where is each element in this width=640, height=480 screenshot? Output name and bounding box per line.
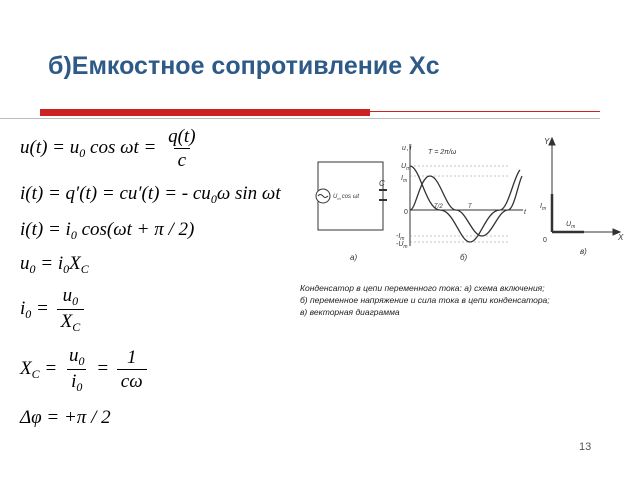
formula-current-derivative: i(t) = q′(t) = cu′(t) = - $cu_0\omega$ sin ωt [20, 183, 281, 206]
formula-voltage: $u(t) = u_0$ cos ωt = $\frac{q(t)}{c}$ [20, 127, 203, 170]
panel-a-label: а) [350, 253, 358, 262]
vector-origin-label: 0 [543, 237, 547, 244]
content-divider [0, 118, 600, 119]
caption-line: в) векторная диаграмма [300, 307, 400, 317]
period-label: T = 2π/ω [428, 149, 457, 156]
axis-t-label: t [524, 209, 526, 216]
formula-phase-shift: Δφ = +π / 2 [20, 407, 111, 428]
um-label: $U_m$ [401, 163, 411, 172]
caption-line: б) переменное напряжение и сила тока в цепи конденсатора; [300, 295, 550, 305]
charge-numerator: q(t) [168, 126, 196, 147]
source-label: $U_m\cos$ ωt [333, 194, 360, 201]
caption-line: Конденсатор в цепи переменного тока: а) схема включения; [300, 283, 545, 293]
neg-im-label: $-I_m$ [396, 233, 405, 242]
figure-caption [300, 282, 630, 318]
vector-x-label: X [618, 233, 624, 242]
panel-c-label: в) [580, 247, 587, 256]
capacitance-denominator: c [174, 148, 190, 170]
capacitor-label: C [379, 179, 385, 188]
vector-diagram [549, 138, 620, 235]
neg-um-label: $-U_m$ [396, 241, 408, 250]
formula-current-phase: $i(t) = i_0$ cos(ωt + π / 2) [20, 219, 195, 242]
origin-label: 0 [404, 209, 408, 216]
title-accent-bar [40, 109, 370, 116]
panel-b-label: б) [460, 253, 468, 262]
half-period-label: T/2 [434, 204, 443, 210]
title-accent-line [370, 111, 600, 112]
formula-current-amplitude: $i_0$ = $\frac{u_0}{X_C}$ [20, 286, 87, 333]
formula-amplitude-relation: $u_0 = i_0X_C$ [20, 253, 89, 276]
slide-title: б)Емкостное сопротивление Xc [48, 52, 440, 80]
vector-y-label: Y [544, 137, 550, 146]
im-label: $I_m$ [401, 175, 408, 184]
vector-u-label: $U_m$ [566, 221, 576, 230]
axis-u-label: u,i [402, 145, 412, 152]
vector-i-label: $I_m$ [540, 203, 547, 212]
formula-capacitive-reactance: $X_C$ = $\frac{u_0}{i_0}$ = $\frac{1}{c\omega}$ [20, 346, 150, 393]
period-mark-label: T [468, 204, 472, 210]
page-number: 13 [579, 441, 592, 453]
